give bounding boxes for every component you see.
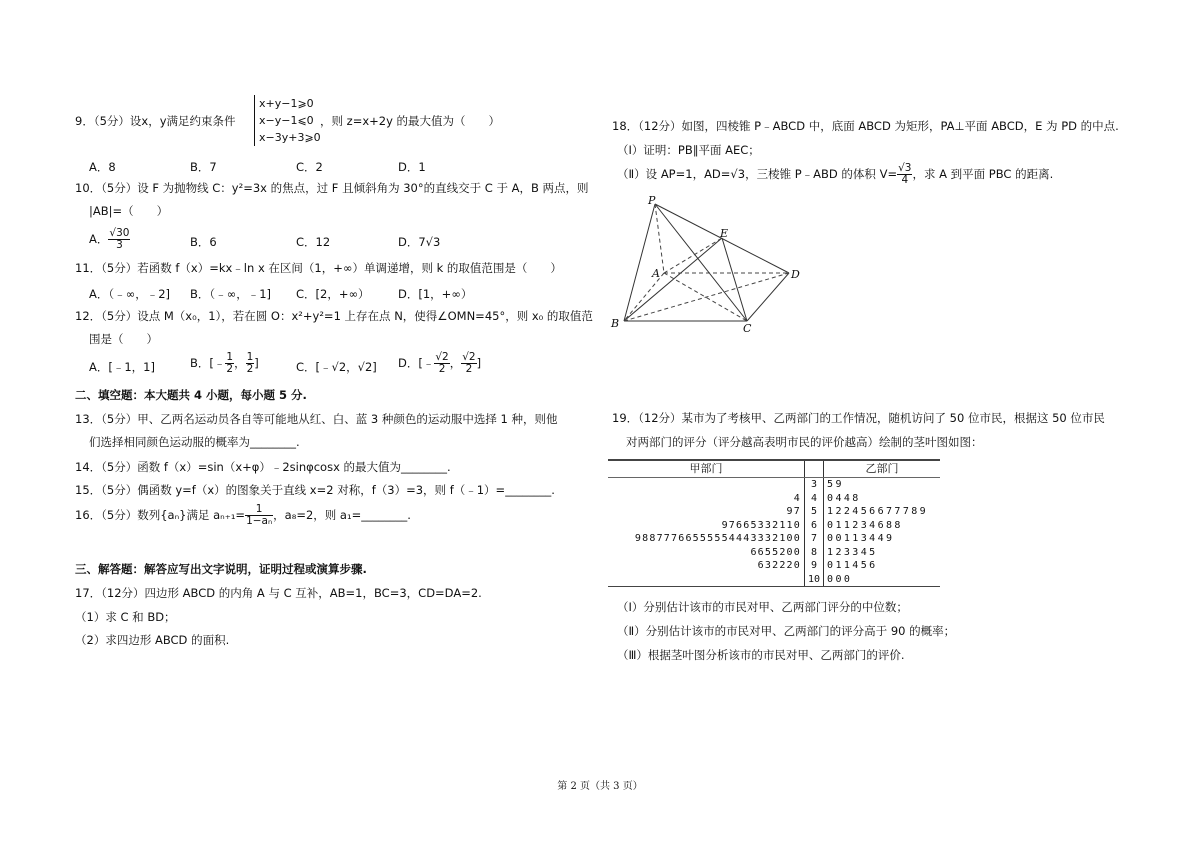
q11-text: 11．（5分）若函数 f（x）=kx﹣ln x 在区间（1，+∞）单调递增，则 k 的取值范围是（ ） [75,261,562,275]
fraction-numerator: √2 [435,351,449,363]
q10-line2: |AB|=（ ） [89,204,169,218]
edge-pc [655,204,747,321]
q11-option-a: A．（﹣∞，﹣2] [89,287,170,301]
stem: 10 [805,573,824,587]
fraction [434,352,449,375]
fraction-denominator: 2 [438,363,446,376]
fraction-denominator: 3 [116,239,123,252]
fraction-numerator: √3 [898,162,912,174]
q13-line1: 13．（5分）甲、乙两名运动员各自等可能地从红、白、蓝 3 种颜色的运动服中选择 1 种，则他 [75,412,558,426]
left-header: 甲部门 [608,460,805,478]
edge-pb [624,204,655,321]
q10-option-c: C．12 [296,235,331,249]
edge-be [624,238,722,321]
stem: 3 [805,478,824,492]
q19-part3: （Ⅲ）根据茎叶图分析该市的市民对甲、乙两部门的评价. [617,648,905,662]
fraction-denominator: 2 [465,363,473,376]
q11-option-c: C．[2，+∞） [296,287,370,301]
q12-line1: 12．（5分）设点 M（x₀，1），若在圆 O：x²+y²=1 上存在点 N，使得∠OMN=45°，则 x₀ 的取值范 [75,309,593,323]
edge-cd [747,273,789,321]
stem: 4 [805,492,824,506]
q10-option-a [89,228,130,251]
q19-line1: 19．（12分）某市为了考核甲、乙两部门的工作情况，随机访问了 50 位市民，根据这 50 位市民 [612,411,1105,425]
right-leaves: 000 [824,573,941,587]
option-label: D．[﹣ [398,356,435,371]
stem-header [805,460,824,478]
q19-part1: （Ⅰ）分别估计该市的市民对甲、乙两部门评分的中位数； [617,600,908,614]
vertex-label-b: B [611,317,620,330]
vertex-label-c: C [743,322,752,335]
separator: ， [234,356,246,371]
vertex-label-a: A [652,267,660,280]
left-leaves: 6655200 [750,546,801,558]
section-solutions-heading: 三、解答题：解答应写出文字说明，证明过程或演算步骤. [75,562,367,576]
q18-volume-fraction [897,163,912,186]
bracket: ] [476,356,482,371]
page-footer: 第 2 页（共 3 页） [557,781,643,792]
right-leaves: 00113449 [827,533,895,544]
q9-constraint: x−3y+3⩾0 [259,131,321,144]
q9-constraint-system [254,95,321,146]
q19-part2: （Ⅱ）分别估计该市的市民对甲、乙两部门的评分高于 90 的概率； [617,624,956,638]
fraction-numerator: 1 [226,351,234,363]
fraction-denominator: 1−aₙ [246,515,273,528]
q11-option-b: B．（﹣∞，﹣1] [190,287,272,301]
fraction-numerator: 1 [246,351,254,363]
stem: 5 [805,505,824,519]
q17-part2: （2）求四边形 ABCD 的面积. [75,633,230,647]
right-header: 乙部门 [824,460,941,478]
right-leaves: 123345 [827,546,878,558]
q12-option-a: A．[﹣1，1] [89,360,155,374]
q16-prefix: 16．（5分）数列{aₙ}满足 aₙ₊₁= [75,508,246,523]
q10-option-b: B．6 [190,235,217,249]
right-leaves: 011456 [827,560,878,571]
right-leaves: 0448 [827,492,861,504]
q19-line2: 对两部门的评分（评分越高表明市民的评价越高）绘制的茎叶图如图： [626,435,983,449]
option-label: B．[﹣ [190,356,226,371]
q17-part1: （1）求 C 和 BD； [75,610,176,624]
q9-option-d: D．1 [398,160,426,174]
fraction-denominator: 2 [246,363,254,376]
q10-option-d: D．7√3 [398,235,441,249]
q18-part1: （Ⅰ）证明：PB∥平面 AEC； [617,143,760,157]
fraction-numerator: 1 [245,504,273,516]
q9-prefix: 9．（5分）设x，y满足约束条件 [75,114,236,128]
q15-text: 15．（5分）偶函数 y=f（x）的图象关于直线 x=2 对称，f（3）=3，则 f（﹣1）=________. [75,483,555,497]
left-leaves [608,573,805,587]
stem-leaf-table [608,459,940,587]
q10-option-a-fraction [108,228,130,251]
stem-leaf-row [608,492,940,506]
stem-leaf-row [608,546,940,560]
pyramid-figure [600,190,820,340]
q13-line2: 们选择相同颜色运动服的概率为________. [89,435,300,449]
separator: ， [449,356,462,371]
q9-suffix: ，则 z=x+2y 的最大值为（ ） [320,114,501,128]
q9-option-a: A．8 [89,160,116,174]
q9-option-c: C．2 [296,160,323,174]
stem-leaf-row [608,573,940,587]
fraction-denominator: 2 [226,363,234,376]
left-leaves: 97 [786,506,801,517]
fraction [461,352,476,375]
stem-leaf-row [608,519,940,533]
fraction-denominator: 4 [901,174,909,187]
left-leaves: 97665332110 [721,519,801,531]
q18-line1: 18．（12分）如图，四棱锥 P﹣ABCD 中，底面 ABCD 为矩形，PA⊥平面 ABCD，E 为 PD 的中点. [612,119,1119,133]
q12-option-d [398,352,481,375]
stem-leaf-row [608,478,940,492]
stem: 8 [805,546,824,560]
edge-bd [624,273,789,321]
q11-option-d: D．[1，+∞） [398,287,473,301]
bracket: ] [254,356,259,371]
stem-leaf-row [608,505,940,519]
q10-line1: 10．（5分）设 F 为抛物线 C：y²=3x 的焦点，过 F 且倾斜角为 30°的直线交于 C 于 A，B 两点，则 [75,181,589,195]
q14-text: 14．（5分）函数 f（x）=sin（x+φ）﹣2sinφcosx 的最大值为________. [75,460,451,474]
stem: 6 [805,519,824,533]
q12-line2: 围是（ ） [89,332,158,346]
fraction-numerator: √2 [462,351,476,363]
right-leaves: 011234688 [827,519,903,531]
q16-suffix: ，a₈=2，则 a₁=________. [273,508,411,523]
fraction-numerator: √30 [109,227,130,239]
section-fill-in-heading: 二、填空题：本大题共 4 小题，每小题 5 分. [75,388,307,402]
q10-option-a-label: A． [89,232,109,247]
q9-constraint: x−y−1⩽0 [259,114,314,127]
fraction [246,352,255,375]
q17-line1: 17．（12分）四边形 ABCD 的内角 A 与 C 互补，AB=1，BC=3，CD=DA=2. [75,586,482,600]
fraction [225,352,234,375]
edge-ae [664,238,722,273]
vertex-label-e: E [720,227,729,240]
q18-part2-b: ，求 A 到平面 PBC 的距离. [912,167,1054,182]
q12-option-c: C．[﹣√2，√2] [296,360,377,374]
q16-text [75,504,411,527]
left-leaves [608,478,805,492]
q16-fraction [245,504,273,527]
q18-part2 [617,163,1053,186]
q9-option-b: B．7 [190,160,217,174]
vertex-label-d: D [791,268,800,281]
right-leaves: 122456677789 [827,506,929,517]
left-leaves: 4 [793,492,801,504]
left-leaves: 632220 [757,560,801,571]
q18-part2-a: （Ⅱ）设 AP=1，AD=√3，三棱锥 P﹣ABD 的体积 V= [617,167,898,182]
q9-constraint: x+y−1⩾0 [259,97,314,110]
stem-leaf-row [608,559,940,573]
stem: 7 [805,532,824,546]
stem-leaf-row [608,532,940,546]
left-leaves: 98877766555554443332100 [634,533,801,544]
stem-leaf-header [608,460,940,478]
vertex-label-p: P [648,194,656,207]
right-leaves: 59 [827,479,844,490]
stem: 9 [805,559,824,573]
q12-option-b [190,352,259,375]
